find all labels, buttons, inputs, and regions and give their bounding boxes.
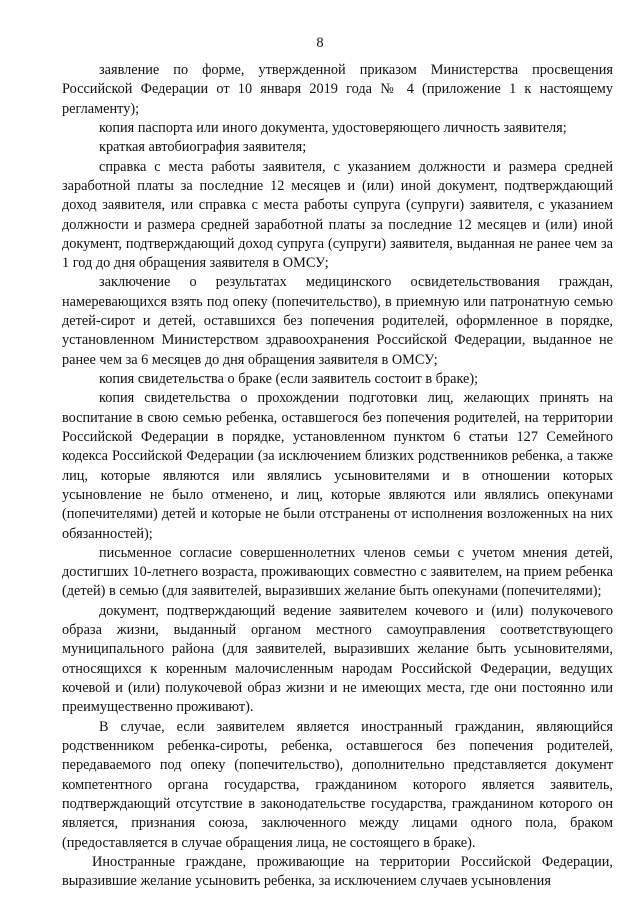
page-number: 8 [316, 35, 324, 51]
paragraph-nomadic-lifestyle: документ, подтверждающий ведение заявителем кочевого и (или) полукочевого образа жизни, выданный органом местного самоуправления соответствующего муниципального района (для заявителей, выразивших желание быть усыновителями, относящихся к коренным малочисленным народам Российской Федерации, ведущих кочевой и (или) полукочевой образ жизни и не имеющих места, где они постоянно или преимущественно проживают). [62, 602, 613, 716]
paragraph-application-form: заявление по форме, утвержденной приказом Министерства просвещения Российской Федерации от 10 января 2019 года № 4 (приложение 1 к настоящему регламенту); [62, 62, 613, 117]
paragraph-employment-certificate: справка с места работы заявителя, с указанием должности и размера средней заработной платы за последние 12 месяцев и (или) иной документ, подтверждающий доход заявителя, или справка с места работы супруга (супруги) заявителя, с указанием должности и размера средней заработной платы за последние 12 месяцев и (или) иной документ, подтверждающий доход супруга (супруги) заявителя, выданная не ранее чем за 1 год до дня обращения заявителя в ОМСУ; [62, 158, 613, 272]
paragraph-passport-copy: копия паспорта или иного документа, удостоверяющего личность заявителя; [99, 119, 567, 136]
document-body [62, 61, 613, 891]
paragraph-medical-report: заключение о результатах медицинского освидетельствования граждан, намеревающихся взять под опеку (попечительство), в приемную или патронатную семью детей-сирот и детей, оставшихся без попечения родителей, оформленное в порядке, установленном Министерством здравоохранения Российской Федерации, выданное не ранее чем за 6 месяцев до дня обращения заявителя в ОМСУ; [62, 274, 613, 368]
paragraph-family-consent: письменное согласие совершеннолетних членов семьи с учетом мнения детей, достигших 10-летнего возраста, проживающих совместно с заявителем, на прием ребенка (детей) в семью (для заявителей, выразивших желание быть опекунами (попечителями); [62, 544, 613, 600]
paragraph-foreign-citizen: В случае, если заявителем является иностранный гражданин, являющийся родственником ребенка-сироты, ребенка, оставшегося без попечения родителей, передаваемого под опеку (попечительство), дополнительно представляется документ компетентного органа государства, гражданином которого является заявитель, подтверждающий отсутствие в законодательстве государства, гражданином которого он является, признания союза, заключенного между лицами одного пола, браком (предоставляется в случае обращения лица, не состоящего в браке). [62, 718, 613, 851]
paragraph-foreign-residents: Иностранные граждане, проживающие на территории Российской Федерации, выразившие желание усыновить ребенка, за исключением случаев усыновления [62, 853, 613, 890]
paragraph-training-certificate: копия свидетельства о прохождении подготовки лиц, желающих принять на воспитание в свою семью ребенка, оставшегося без попечения родителей, на территории Российской Федерации в порядке, установленном пунктом 6 статьи 127 Семейного кодекса Российской Федерации (за исключением близких родственников ребенка, а также лиц, которые являются или являлись усыновителями и в отношении которых усыновление не было отменено, и лиц, которые являются или являлись опекунами (попечителями) детей и которые не были отстранены от исполнения возложенных на них обязанностей); [62, 390, 613, 542]
paragraph-marriage-certificate: копия свидетельства о браке (если заявитель состоит в браке); [99, 371, 479, 387]
paragraph-autobiography: краткая автобиография заявителя; [99, 139, 307, 156]
